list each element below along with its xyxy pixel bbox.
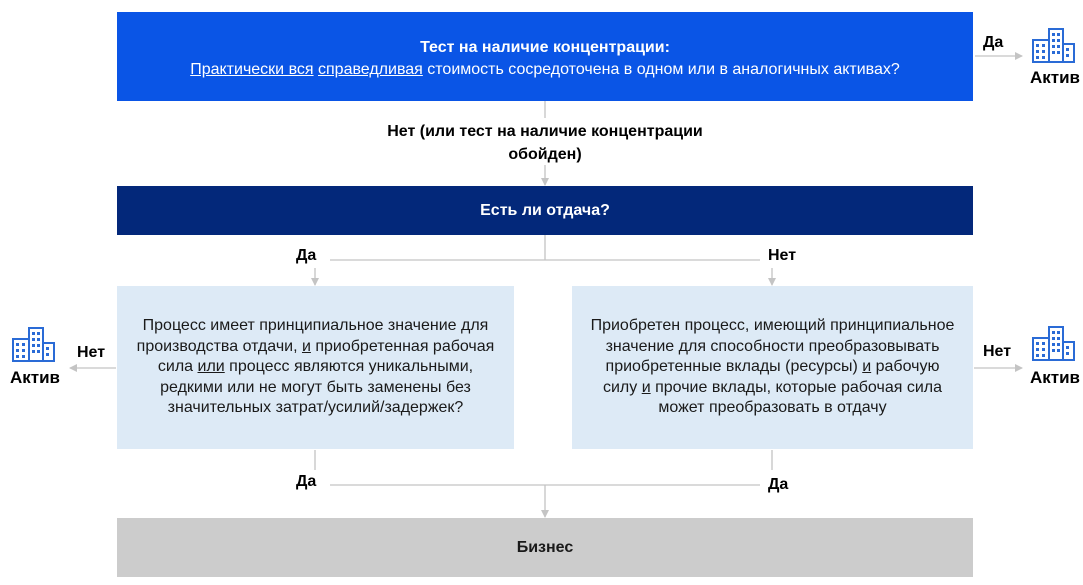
asset-label-top-right: Актив bbox=[1030, 68, 1081, 87]
label-yes-bottom-right: Да bbox=[768, 476, 789, 493]
criteria-box-with-output bbox=[117, 286, 514, 449]
criteria-text: приобретенная рабочая сила bbox=[157, 337, 495, 376]
asset-label-left: Актив bbox=[10, 368, 61, 387]
building-icon bbox=[1030, 26, 1076, 64]
building-icon bbox=[10, 325, 56, 363]
question-text: стоимость сосредоточена в одном или в аналогичных активах? bbox=[422, 61, 900, 78]
label-no-left: Нет bbox=[77, 344, 106, 361]
criteria-text: прочие вклады, которые рабочая сила может преобразовать в отдачу bbox=[650, 378, 942, 417]
label-no-far-right: Нет bbox=[983, 343, 1012, 360]
output-question-box: Есть ли отдача? bbox=[117, 186, 973, 235]
underlined-and: и bbox=[862, 358, 872, 376]
underlined-or: или bbox=[197, 358, 225, 376]
criteria-text: Процесс имеет принципиальное значение для производства отдачи, bbox=[136, 317, 489, 355]
concentration-test-box bbox=[117, 12, 973, 101]
asset-label-right: Актив bbox=[1030, 368, 1081, 387]
criteria-text-right bbox=[588, 316, 957, 419]
underlined-and: и bbox=[641, 378, 651, 396]
business-box: Бизнес bbox=[117, 518, 973, 577]
underlined-term-fair: справедливая bbox=[318, 61, 423, 78]
label-yes-top: Да bbox=[983, 34, 1004, 51]
criteria-text-left bbox=[125, 316, 506, 419]
underlined-and: и bbox=[301, 337, 311, 355]
label-yes-output: Да bbox=[296, 247, 317, 264]
building-icon bbox=[1030, 324, 1076, 362]
criteria-text: рабочую силу bbox=[602, 358, 940, 396]
label-no-concentration: Нет (или тест на наличие концентрации обойден) bbox=[387, 123, 703, 163]
concentration-title: Тест на наличие концентрации: bbox=[420, 39, 670, 56]
underlined-term-practically-all: Практически вся bbox=[190, 61, 314, 78]
label-yes-bottom-left: Да bbox=[296, 473, 317, 490]
criteria-text: процесс являются уникальными, редкими или не могут быть заменены без значительных затрат/усилий/задержек? bbox=[160, 358, 474, 417]
concentration-question bbox=[190, 61, 900, 78]
label-no-output: Нет bbox=[768, 247, 797, 264]
criteria-text: Приобретен процесс, имеющий принципиальное значение для способности преобразовывать приобретенные вклады (ресурсы) bbox=[590, 317, 955, 376]
criteria-box-without-output bbox=[572, 286, 973, 449]
